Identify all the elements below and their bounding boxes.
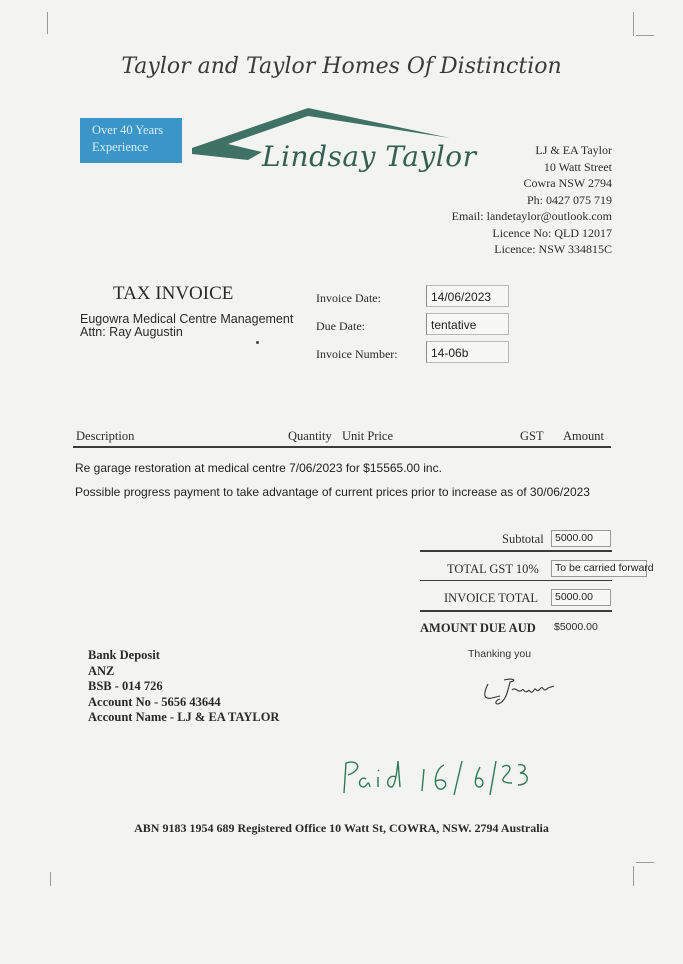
invoice-number-field: 14-06b (426, 341, 509, 363)
contact-name: LJ & EA Taylor (535, 143, 612, 157)
col-quantity: Quantity (288, 429, 332, 443)
client-attn: Attn: Ray Augustin (80, 325, 183, 339)
crop-mark-top-left (47, 12, 48, 34)
gst-rule (420, 580, 612, 581)
logo-text: Lindsay Taylor (262, 140, 477, 173)
bank-heading: Bank Deposit (88, 648, 160, 662)
experience-badge (80, 118, 182, 163)
thanks-text: Thanking you (468, 648, 532, 660)
bank-account-no: Account No - 5656 43644 (88, 694, 221, 709)
contact-block (452, 142, 612, 258)
contact-town: Cowra NSW 2794 (523, 176, 612, 190)
crop-mark-top-right (633, 12, 634, 36)
signature (478, 674, 568, 708)
contact-street: 10 Watt Street (543, 159, 612, 174)
footer-abn: ABN 9183 1954 689 Registered Office 10 Watt St, COWRA, NSW. 2794 Australia (134, 821, 549, 835)
contact-licence-qld: Licence No: QLD 12017 (492, 225, 612, 240)
client-block (80, 313, 293, 339)
amount-due-value: $5000.00 (554, 621, 598, 633)
subtotal-field: 5000.00 (551, 530, 611, 547)
header-rule (73, 446, 611, 448)
contact-licence-nsw: Licence: NSW 334815C (494, 242, 612, 256)
paid-handwritten-note (340, 757, 540, 797)
col-description: Description (76, 429, 135, 443)
due-date-label: Due Date: (316, 319, 365, 333)
line-item-1: Re garage restoration at medical centre 7/06/2023 for $15565.00 inc. (75, 461, 442, 475)
bank-account-name: Account Name - LJ & EA TAYLOR (88, 710, 280, 724)
bank-details (88, 648, 279, 726)
contact-phone: Ph: 0427 075 719 (526, 192, 612, 207)
invoice-total-field: 5000.00 (551, 589, 611, 606)
tax-invoice-heading: TAX INVOICE (113, 283, 234, 304)
badge-line-2: Experience (92, 140, 149, 154)
invoice-total-rule (420, 610, 612, 612)
gst-field: To be carried forward (551, 560, 647, 577)
bank-bsb: BSB - 014 726 (88, 679, 163, 693)
bank-name: ANZ (88, 663, 115, 678)
subtotal-label: Subtotal (502, 532, 544, 546)
subtotal-rule (420, 550, 612, 552)
gst-label: TOTAL GST 10% (447, 562, 539, 576)
crop-mark-bottom-right-h (636, 862, 654, 863)
company-title: Taylor and Taylor Homes Of Distinction (121, 54, 562, 79)
crop-mark-top-right-h (636, 35, 654, 36)
invoice-number-label: Invoice Number: (316, 347, 398, 361)
crop-mark-bottom-left (50, 872, 51, 886)
col-amount: Amount (563, 429, 604, 443)
amount-due-label: AMOUNT DUE AUD (420, 621, 536, 635)
invoice-total-label: INVOICE TOTAL (444, 591, 539, 605)
line-item-2: Possible progress payment to take advantage of current prices prior to increase as of 30/06/2023 (75, 485, 590, 499)
col-unit-price: Unit Price (342, 429, 394, 443)
col-gst: GST (520, 429, 544, 443)
scan-speck (256, 341, 259, 344)
crop-mark-bottom-right (633, 866, 634, 886)
badge-line-1: Over 40 Years (92, 123, 164, 137)
due-date-field: tentative (426, 313, 509, 335)
contact-email: Email: landetaylor@outlook.com (451, 209, 612, 223)
invoice-date-label: Invoice Date: (316, 291, 381, 305)
client-name: Eugowra Medical Centre Management (80, 312, 294, 326)
invoice-date-field: 14/06/2023 (426, 285, 509, 307)
